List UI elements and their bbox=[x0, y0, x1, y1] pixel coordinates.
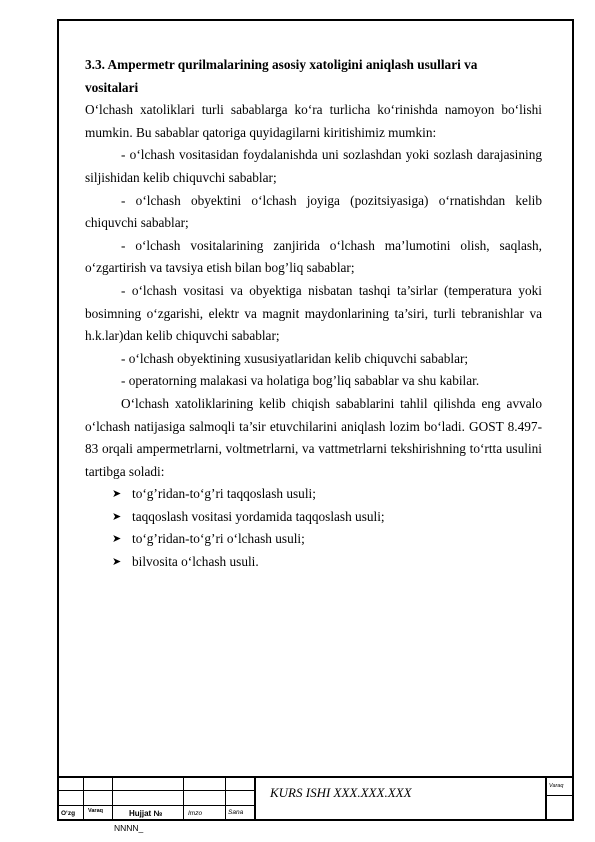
stamp-varaq-label: Varaq bbox=[88, 808, 103, 814]
stamp-col-line bbox=[254, 776, 256, 821]
stamp-col-line bbox=[545, 776, 547, 821]
paragraph: - o‘lchash vositasi va obyektiga nisbatan tashqi ta’sirlar (temperatura yoki bosimning o‘zgarishi, elektr va magnit maydonlarining ta’siri, turli tebranishlar va h.k.lar)dan kelib chiquvchi sabablar; bbox=[85, 282, 542, 344]
stamp-ozg-label: O‘zg bbox=[61, 810, 76, 817]
arrowhead-bullet-icon: ➤ bbox=[112, 556, 122, 569]
arrowhead-bullet-icon: ➤ bbox=[112, 488, 122, 501]
list-item bbox=[85, 551, 542, 574]
list-item bbox=[85, 483, 542, 506]
stamp-top-border bbox=[57, 776, 574, 778]
document-body bbox=[85, 54, 542, 574]
list-item-text: to‘g’ridan-to‘g’ri o‘lchash usuli; bbox=[132, 531, 305, 547]
stamp-nnnn: NNNN_ bbox=[114, 823, 144, 833]
stamp-varaq-right-label: Varaq bbox=[549, 783, 564, 789]
list-item bbox=[85, 528, 542, 551]
paragraph: - o‘lchash obyektini o‘lchash joyiga (pozitsiyasiga) o‘rnatishdan kelib chiquvchi sabablar; bbox=[85, 192, 542, 231]
stamp-hujjat-label: Hujjat № bbox=[129, 809, 163, 818]
list-item-text: taqqoslash vositasi yordamida taqqoslash usuli; bbox=[132, 508, 385, 524]
stamp-row-line bbox=[545, 795, 574, 796]
paragraph: - operatorning malakasi va holatiga bog’liq sabablar va shu kabilar. bbox=[121, 373, 480, 389]
list-item bbox=[85, 506, 542, 529]
stamp-col-line bbox=[225, 776, 226, 821]
list-item-text: bilvosita o‘lchash usuli. bbox=[132, 554, 259, 570]
stamp-col-line bbox=[112, 776, 113, 821]
paragraph: - o‘lchash obyektining xususiyatlaridan kelib chiquvchi sabablar; bbox=[121, 350, 469, 366]
stamp-title: KURS ISHI XXX.XXX.XXX bbox=[270, 785, 412, 800]
paragraph: - o‘lchash vositalarining zanjirida o‘lchash ma’lumotini olish, saqlash, o‘zgartirish va tavsiya etish bilan bog’liq sabablar; bbox=[85, 237, 542, 276]
section-heading-line1: 3.3. Ampermetr qurilmalarining asosiy xatoligini aniqlash usullari va bbox=[85, 57, 478, 72]
stamp-imzo-label: Imzo bbox=[188, 810, 203, 817]
paragraph: - o‘lchash vositasidan foydalanishda uni sozlashdan yoki sozlash darajasining siljishidan kelib chiquvchi sabablar; bbox=[85, 147, 542, 185]
list-item-text: to‘g’ridan-to‘g’ri taqqoslash usuli; bbox=[132, 486, 316, 502]
section-heading-line2: vositalari bbox=[85, 79, 139, 95]
stamp-col-line bbox=[183, 776, 184, 821]
stamp-sana-label: Sana bbox=[228, 809, 244, 816]
paragraph: O‘lchash xatoliklarining kelib chiqish sabablarini tahlil qilishda eng avvalo o‘lchash natijasiga salmoqli ta’sir etuvchilarini aniqlash lozim bo‘ladi. GOST 8.497-83 orqali ampermetrlarni, voltmetrlarni, va vattmetrlarni tekshirishning to‘rtta usulini tartibga soladi: bbox=[85, 395, 542, 479]
arrowhead-bullet-icon: ➤ bbox=[112, 533, 122, 546]
stamp-col-line bbox=[83, 776, 84, 821]
section-heading bbox=[85, 54, 542, 99]
paragraph: O‘lchash xatoliklari turli sabablarga ko‘ra turlicha ko‘rinishda namoyon bo‘lishi mumkin. Bu sabablar qatoriga quyidagilarni kiritishimiz mumkin: bbox=[85, 102, 542, 140]
arrowhead-bullet-icon: ➤ bbox=[112, 510, 122, 523]
